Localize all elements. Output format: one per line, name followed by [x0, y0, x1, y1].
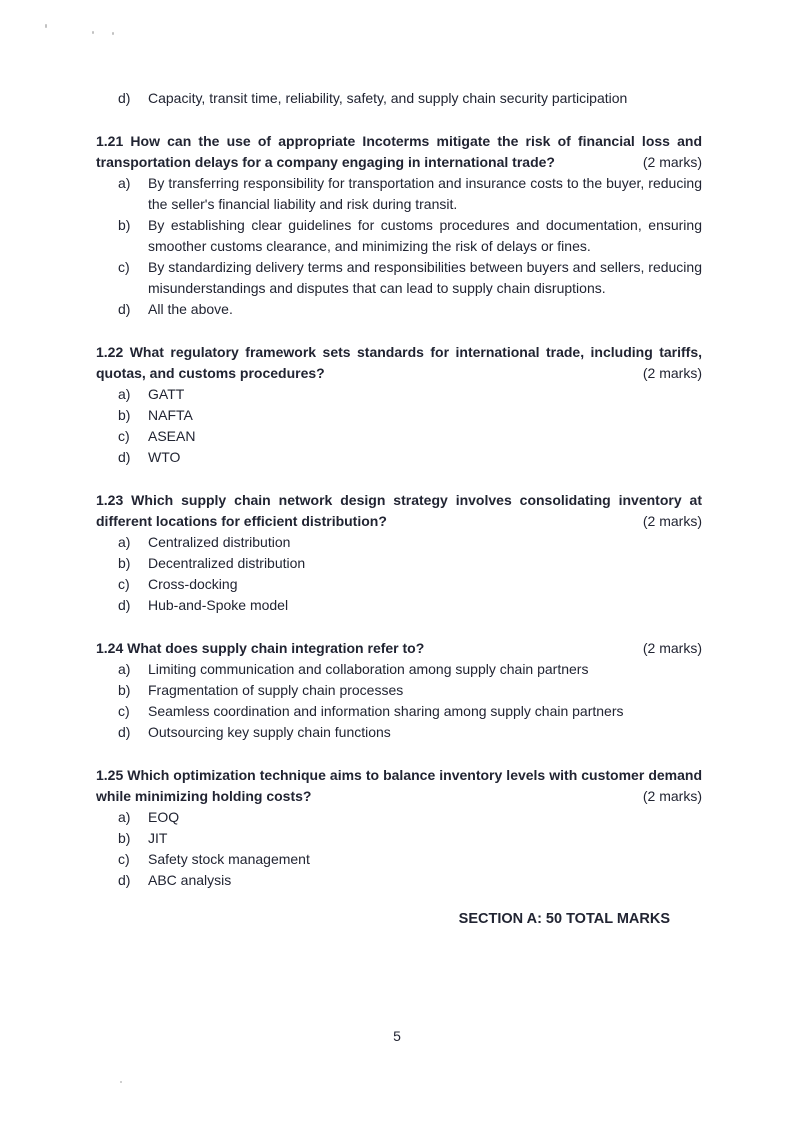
- option-letter: d): [118, 90, 131, 106]
- question-heading: [96, 490, 702, 532]
- option-text: By transferring responsibility for transportation and insurance costs to the buyer, reducing the seller's financial liability and risk during transit.: [148, 175, 702, 212]
- option-a: [96, 659, 702, 680]
- option-letter: a): [118, 809, 131, 825]
- question-heading: [96, 765, 702, 807]
- scan-artifact: [92, 31, 94, 34]
- question-text: 1.21 How can the use of appropriate Incoterms mitigate the risk of financial loss and transportation delays for a company engaging in international trade?: [96, 133, 702, 170]
- option-b: [96, 680, 702, 701]
- options-list: [96, 384, 702, 468]
- option-text: Limiting communication and collaboration among supply chain partners: [148, 661, 589, 677]
- option-text: NAFTA: [148, 407, 193, 423]
- option-letter: a): [118, 386, 131, 402]
- option-a: [96, 532, 702, 553]
- option-c: [96, 257, 702, 299]
- option-letter: a): [118, 175, 131, 191]
- option-letter: d): [118, 597, 131, 613]
- option-letter: d): [118, 872, 131, 888]
- option-letter: d): [118, 449, 131, 465]
- scan-artifact: [120, 1081, 122, 1083]
- option-a: [96, 807, 702, 828]
- question-text: 1.23 Which supply chain network design strategy involves consolidating inventory at different locations for efficient distribution?: [96, 492, 702, 529]
- question-text: 1.22 What regulatory framework sets standards for international trade, including tariffs, quotas, and customs procedures?: [96, 344, 702, 381]
- option-c: [96, 849, 702, 870]
- option-text: By standardizing delivery terms and responsibilities between buyers and sellers, reducing misunderstandings and disputes that can lead to supply chain disruptions.: [148, 259, 702, 296]
- question-heading: [96, 638, 702, 659]
- option-text: Seamless coordination and information sharing among supply chain partners: [148, 703, 624, 719]
- option-a: [96, 173, 702, 215]
- question-marks: (2 marks): [637, 152, 702, 173]
- option-letter: a): [118, 661, 131, 677]
- option-b: [96, 405, 702, 426]
- option-d: [96, 722, 702, 743]
- option-d: [96, 299, 702, 320]
- option-letter: d): [118, 724, 131, 740]
- option-letter: b): [118, 555, 131, 571]
- option-text: JIT: [148, 830, 168, 846]
- option-letter: c): [118, 259, 130, 275]
- section-total-marks: SECTION A: 50 TOTAL MARKS: [458, 911, 670, 927]
- option-text: Decentralized distribution: [148, 555, 306, 571]
- option-text: Hub-and-Spoke model: [148, 597, 289, 613]
- question-1-21: [96, 131, 702, 320]
- option-text: Safety stock management: [148, 851, 310, 867]
- question-1-25: [96, 765, 702, 891]
- option-text: WTO: [148, 449, 181, 465]
- scan-artifact: [45, 24, 47, 28]
- option-d: [96, 870, 702, 891]
- option-c: [96, 574, 702, 595]
- question-heading: [96, 342, 702, 384]
- option-letter: b): [118, 682, 131, 698]
- question-1-24: [96, 638, 702, 743]
- option-text: EOQ: [148, 809, 180, 825]
- option-text: Capacity, transit time, reliability, safety, and supply chain security participation: [148, 90, 628, 106]
- option-c: [96, 701, 702, 722]
- options-list: [96, 532, 702, 616]
- option-text: GATT: [148, 386, 185, 402]
- scan-artifact: [112, 32, 114, 35]
- question-marks: (2 marks): [637, 363, 702, 384]
- option-text: By establishing clear guidelines for customs procedures and documentation, ensuring smoother customs clearance, and minimizing the risk of delays or fines.: [148, 217, 702, 254]
- option-text: Outsourcing key supply chain functions: [148, 724, 391, 740]
- question-text: 1.24 What does supply chain integration refer to?: [96, 640, 425, 656]
- option-text: ASEAN: [148, 428, 196, 444]
- page-number: 5: [393, 1028, 401, 1044]
- option-text: ABC analysis: [148, 872, 232, 888]
- option-letter: c): [118, 576, 130, 592]
- option-text: Centralized distribution: [148, 534, 291, 550]
- question-heading: [96, 131, 702, 173]
- document-body: [96, 88, 702, 945]
- options-list: [96, 173, 702, 320]
- option-text: Fragmentation of supply chain processes: [148, 682, 404, 698]
- option-text: Cross-docking: [148, 576, 238, 592]
- option-b: [96, 553, 702, 574]
- options-list: [96, 659, 702, 743]
- question-marks: (2 marks): [637, 511, 702, 532]
- question-marks: (2 marks): [637, 638, 702, 659]
- question-marks: (2 marks): [637, 786, 702, 807]
- option-letter: c): [118, 851, 130, 867]
- option-d: [96, 447, 702, 468]
- option-letter: c): [118, 428, 130, 444]
- option-letter: a): [118, 534, 131, 550]
- option-b: [96, 828, 702, 849]
- option-b: [96, 215, 702, 257]
- question-1-23: [96, 490, 702, 616]
- option-letter: c): [118, 703, 130, 719]
- option-letter: b): [118, 407, 131, 423]
- option-letter: d): [118, 301, 131, 317]
- question-1-22: [96, 342, 702, 468]
- option-c: [96, 426, 702, 447]
- option-a: [96, 384, 702, 405]
- option-letter: b): [118, 217, 131, 233]
- question-text: 1.25 Which optimization technique aims to balance inventory levels with customer demand while minimizing holding costs?: [96, 767, 702, 804]
- option-letter: b): [118, 830, 131, 846]
- options-list: [96, 807, 702, 891]
- stray-option-d: [96, 88, 702, 109]
- option-d: [96, 595, 702, 616]
- option-text: All the above.: [148, 301, 233, 317]
